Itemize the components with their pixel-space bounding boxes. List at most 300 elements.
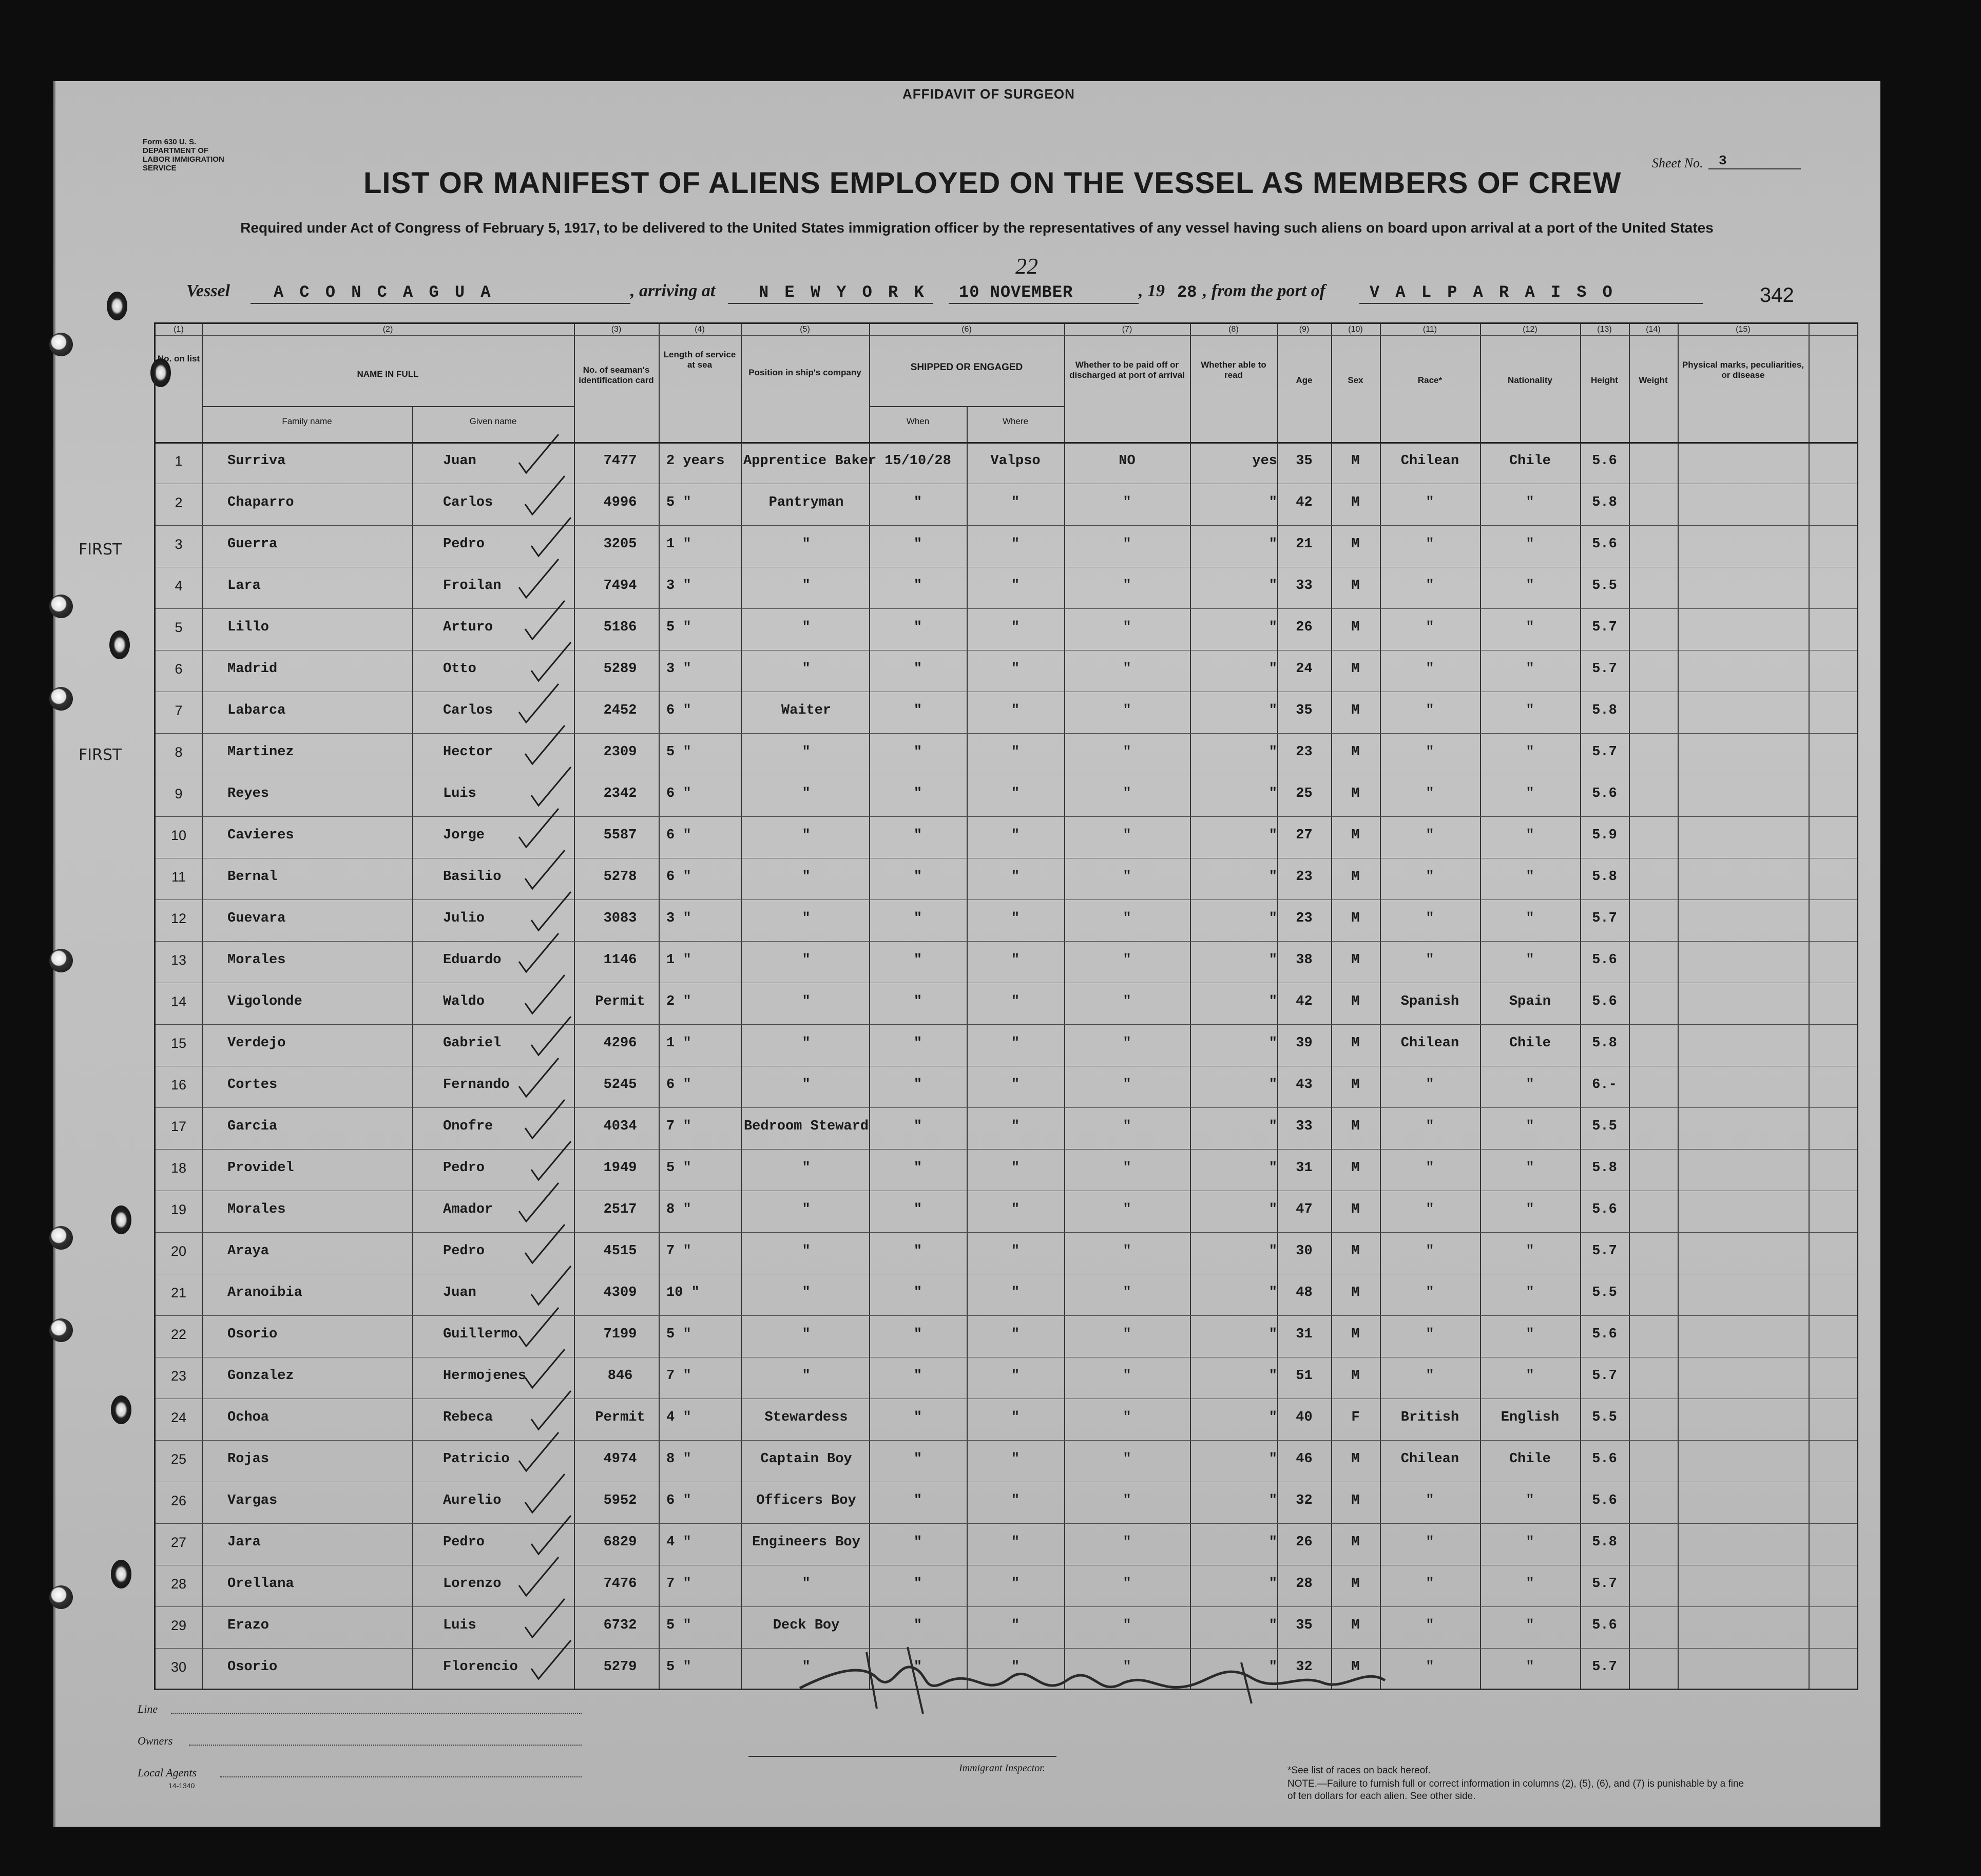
- cell-sex: M: [1351, 1493, 1360, 1508]
- cell-no: 1: [175, 453, 183, 469]
- cell-race: Spanish: [1400, 994, 1459, 1009]
- punch-hole: [109, 630, 130, 659]
- cell-no: 12: [170, 911, 187, 926]
- cell-service: 3 ": [666, 661, 691, 677]
- cell-paid: ": [1123, 1036, 1131, 1051]
- cell-read: ": [1268, 1368, 1277, 1384]
- cell-height: 5.5: [1592, 1119, 1617, 1134]
- cell-given: Froilan: [443, 578, 502, 594]
- cell-height: 5.8: [1592, 495, 1617, 510]
- cell-read: ": [1268, 1160, 1277, 1176]
- cell-read: ": [1268, 578, 1277, 594]
- cell-given: Florencio: [443, 1659, 518, 1675]
- cell-where: ": [1011, 537, 1020, 552]
- row-divider: [156, 1440, 1857, 1441]
- cell-race: ": [1426, 537, 1434, 552]
- footer-owners-rule: [189, 1745, 582, 1746]
- cell-given: Amador: [443, 1202, 493, 1217]
- header-weight: Weight: [1639, 375, 1668, 385]
- vessel-name: A C O N C A G U A: [274, 283, 494, 302]
- cell-read: ": [1268, 869, 1277, 885]
- cell-sex: M: [1351, 578, 1360, 594]
- cell-paid: ": [1123, 1243, 1131, 1259]
- cell-family: Rojas: [227, 1451, 270, 1467]
- cell-service: 6 ": [666, 1493, 691, 1508]
- cell-read: ": [1268, 1618, 1277, 1633]
- header-height: Height: [1591, 375, 1618, 385]
- cell-id: 4515: [603, 1243, 637, 1259]
- cell-given: Pedro: [443, 1535, 485, 1550]
- cell-position: ": [802, 1285, 811, 1300]
- cell-read: ": [1268, 911, 1277, 926]
- cell-height: 5.7: [1592, 1576, 1617, 1592]
- departure-port: V A L P A R A I S O: [1370, 283, 1615, 302]
- cell-no: 5: [175, 620, 183, 635]
- cell-given: Carlos: [443, 703, 493, 718]
- cell-no: 25: [170, 1451, 187, 1467]
- cell-no: 3: [175, 537, 183, 552]
- cell-paid: ": [1123, 1327, 1131, 1342]
- col-num: (9): [1299, 325, 1310, 334]
- cell-no: 14: [170, 994, 187, 1009]
- header-name-in-full: NAME IN FULL: [357, 369, 419, 379]
- cell-read: yes: [1252, 453, 1277, 469]
- header-family-name: Family name: [282, 416, 332, 426]
- cell-service: 5 ": [666, 620, 691, 635]
- punch-hole: [49, 1318, 73, 1342]
- cell-age: 23: [1296, 869, 1313, 885]
- cell-sex: M: [1351, 1618, 1360, 1633]
- cell-given: Otto: [443, 661, 476, 677]
- cell-race: ": [1426, 495, 1434, 510]
- cell-id: Permit: [595, 994, 645, 1009]
- cell-read: ": [1268, 1451, 1277, 1467]
- check-mark: [527, 1638, 573, 1684]
- cell-family: Vargas: [227, 1493, 278, 1508]
- cell-given: Luis: [443, 786, 476, 801]
- cell-when: ": [913, 994, 922, 1009]
- col-num: (8): [1228, 325, 1239, 334]
- sheet-no-label: Sheet No.: [1652, 156, 1703, 170]
- cell-position: ": [802, 1327, 811, 1342]
- cell-age: 31: [1296, 1327, 1313, 1342]
- cell-height: 5.7: [1592, 744, 1617, 760]
- header-nationality: Nationality: [1508, 375, 1552, 385]
- cell-sex: M: [1351, 620, 1360, 635]
- cell-when: ": [913, 828, 922, 843]
- check-mark: [515, 931, 561, 977]
- cell-paid: ": [1123, 1368, 1131, 1384]
- cell-read: ": [1268, 1202, 1277, 1217]
- cell-age: 35: [1296, 703, 1313, 718]
- cell-nationality: Chile: [1509, 453, 1551, 469]
- cell-family: Guerra: [227, 537, 278, 552]
- cell-paid: ": [1123, 703, 1131, 718]
- cell-position: ": [802, 952, 811, 968]
- cell-nationality: ": [1526, 495, 1534, 510]
- cell-where: ": [1011, 1160, 1020, 1176]
- cell-service: 5 ": [666, 1327, 691, 1342]
- cell-when: ": [913, 1451, 922, 1467]
- cell-service: 3 ": [666, 578, 691, 594]
- punch-hole: [111, 1560, 131, 1588]
- header-when: When: [906, 416, 930, 426]
- cell-race: ": [1426, 1285, 1434, 1300]
- cell-position: Engineers Boy: [752, 1535, 860, 1550]
- footer-note: NOTE.—Failure to furnish full or correct information in columns (2), (5), (6), and (7) is punishable by a fine of ten dollars for each alien. See other side.: [1287, 1778, 1744, 1802]
- cell-service: 5 ": [666, 744, 691, 760]
- cell-height: 5.8: [1592, 1160, 1617, 1176]
- cell-age: 47: [1296, 1202, 1313, 1217]
- punch-hole: [49, 1226, 73, 1250]
- cell-id: 6829: [603, 1535, 637, 1550]
- header-position: Position in ship's company: [748, 368, 861, 377]
- cell-id: 2517: [603, 1202, 637, 1217]
- cell-sex: M: [1351, 1243, 1360, 1259]
- cell-paid: ": [1123, 994, 1131, 1009]
- cell-where: ": [1011, 786, 1020, 801]
- cell-where: ": [1011, 1451, 1020, 1467]
- row-divider: [156, 608, 1857, 609]
- cell-no: 2: [175, 495, 183, 510]
- header-sex: Sex: [1348, 375, 1363, 385]
- cell-family: Araya: [227, 1243, 270, 1259]
- cell-sex: M: [1351, 1036, 1360, 1051]
- cell-id: 4996: [603, 495, 637, 510]
- cell-paid: ": [1123, 578, 1131, 594]
- row-divider: [156, 1606, 1857, 1607]
- col-divider: [202, 324, 203, 1689]
- cell-id: 1949: [603, 1160, 637, 1176]
- check-mark: [521, 1097, 567, 1143]
- cell-sex: M: [1351, 1451, 1360, 1467]
- cell-read: ": [1268, 1576, 1277, 1592]
- cell-position: Stewardess: [764, 1410, 848, 1425]
- cell-service: 6 ": [666, 828, 691, 843]
- cell-paid: ": [1123, 1493, 1131, 1508]
- cell-paid: ": [1123, 1160, 1131, 1176]
- cell-given: Pedro: [443, 1160, 485, 1176]
- cell-id: 5587: [603, 828, 637, 843]
- col-num: (12): [1523, 325, 1537, 334]
- date-rule: [949, 303, 1139, 304]
- cell-id: 4309: [603, 1285, 637, 1300]
- cell-family: Vigolonde: [227, 994, 302, 1009]
- cell-given: Basilio: [443, 869, 502, 885]
- cell-family: Martinez: [227, 744, 294, 760]
- cell-given: Waldo: [443, 994, 485, 1009]
- check-mark: [515, 1305, 561, 1351]
- cell-where: ": [1011, 952, 1020, 968]
- cell-race: ": [1426, 828, 1434, 843]
- cell-race: ": [1426, 1202, 1434, 1217]
- cell-read: ": [1268, 786, 1277, 801]
- cell-when: ": [913, 1202, 922, 1217]
- cell-race: ": [1426, 578, 1434, 594]
- header-rule: [156, 335, 1857, 336]
- footer-line-label: Line: [138, 1702, 158, 1715]
- cell-race: ": [1426, 1327, 1434, 1342]
- col-num: (13): [1597, 325, 1612, 334]
- arrival-port: N E W Y O R K: [759, 283, 927, 302]
- cell-paid: ": [1123, 911, 1131, 926]
- cell-age: 32: [1296, 1659, 1313, 1675]
- cell-given: Arturo: [443, 620, 493, 635]
- cell-no: 16: [170, 1077, 187, 1093]
- header-shipped: SHIPPED OR ENGAGED: [910, 362, 1023, 373]
- cell-nationality: ": [1526, 1493, 1534, 1508]
- cell-given: Julio: [443, 911, 485, 926]
- cell-when: ": [913, 1285, 922, 1300]
- cell-height: 5.8: [1592, 1036, 1617, 1051]
- punch-hole: [49, 687, 73, 711]
- cell-id: 1146: [603, 952, 637, 968]
- cell-paid: ": [1123, 1451, 1131, 1467]
- cell-age: 21: [1296, 537, 1313, 552]
- header-able-read: Whether able to read: [1201, 360, 1266, 380]
- cell-read: ": [1268, 661, 1277, 677]
- cell-where: ": [1011, 1036, 1020, 1051]
- cell-where: ": [1011, 1535, 1020, 1550]
- cell-race: ": [1426, 1493, 1434, 1508]
- col-num: (15): [1736, 325, 1751, 334]
- cell-age: 28: [1296, 1576, 1313, 1592]
- cell-sex: M: [1351, 1327, 1360, 1342]
- cell-position: ": [802, 994, 811, 1009]
- cell-no: 10: [170, 828, 187, 843]
- footer-agents-code: 14-1340: [168, 1782, 195, 1790]
- cell-id: Permit: [595, 1410, 645, 1425]
- cell-service: 5 ": [666, 1160, 691, 1176]
- cell-nationality: ": [1526, 1368, 1534, 1384]
- cell-height: 5.6: [1592, 1202, 1617, 1217]
- check-mark: [515, 1056, 561, 1102]
- cell-family: Osorio: [227, 1327, 278, 1342]
- header-age: Age: [1296, 375, 1313, 385]
- cell-service: 8 ": [666, 1202, 691, 1217]
- cell-race: ": [1426, 1368, 1434, 1384]
- check-mark: [521, 1471, 567, 1518]
- cell-height: 5.5: [1592, 1410, 1617, 1425]
- check-mark: [527, 1388, 573, 1434]
- cell-nationality: ": [1526, 1535, 1534, 1550]
- cell-paid: ": [1123, 661, 1131, 677]
- cell-service: 6 ": [666, 703, 691, 718]
- cell-height: 5.6: [1592, 786, 1617, 801]
- row-divider: [156, 1232, 1857, 1233]
- cell-position: ": [802, 1160, 811, 1176]
- cell-service: 7 ": [666, 1119, 691, 1134]
- cell-given: Hector: [443, 744, 493, 760]
- cell-age: 35: [1296, 453, 1313, 469]
- cell-sex: M: [1351, 1285, 1360, 1300]
- cell-where: Valpso: [990, 453, 1041, 469]
- cell-family: Lillo: [227, 620, 270, 635]
- cell-position: ": [802, 744, 811, 760]
- shipped-subheader-rule: [869, 406, 1064, 407]
- cell-race: ": [1426, 1160, 1434, 1176]
- cell-sex: M: [1351, 703, 1360, 718]
- cell-position: ": [802, 911, 811, 926]
- cell-service: 5 ": [666, 1618, 691, 1633]
- cell-read: ": [1268, 1659, 1277, 1675]
- cell-read: ": [1268, 1119, 1277, 1134]
- cell-where: ": [1011, 1576, 1020, 1592]
- col-num: (2): [382, 325, 393, 334]
- cell-nationality: ": [1526, 1243, 1534, 1259]
- cell-when: ": [913, 620, 922, 635]
- cell-race: ": [1426, 1659, 1434, 1675]
- check-mark: [515, 681, 561, 728]
- inspector-rule: [748, 1756, 1056, 1757]
- cell-sex: M: [1351, 911, 1360, 926]
- cell-race: ": [1426, 1618, 1434, 1633]
- footer-line-rule: [171, 1713, 582, 1714]
- cell-read: ": [1268, 952, 1277, 968]
- cell-read: ": [1268, 1410, 1277, 1425]
- cell-no: 20: [170, 1243, 187, 1259]
- cell-age: 38: [1296, 952, 1313, 968]
- cell-family: Jara: [227, 1535, 261, 1550]
- punch-hole: [49, 595, 73, 618]
- cell-given: Guillermo: [443, 1327, 518, 1342]
- check-mark: [515, 806, 561, 852]
- cell-age: 26: [1296, 620, 1313, 635]
- row-divider: [156, 899, 1857, 900]
- cell-paid: ": [1123, 1659, 1131, 1675]
- row-divider: [156, 1149, 1857, 1150]
- cell-race: ": [1426, 1077, 1434, 1093]
- cell-paid: ": [1123, 1077, 1131, 1093]
- cell-where: ": [1011, 661, 1020, 677]
- cell-when: ": [913, 1493, 922, 1508]
- cell-id: 7494: [603, 578, 637, 594]
- cell-race: Chilean: [1400, 1036, 1459, 1051]
- cell-when: ": [913, 578, 922, 594]
- cell-paid: ": [1123, 744, 1131, 760]
- check-mark: [527, 1139, 573, 1185]
- cell-race: ": [1426, 1576, 1434, 1592]
- col-num: (3): [611, 325, 622, 334]
- cell-where: ": [1011, 1327, 1020, 1342]
- year-label: , 19: [1139, 281, 1165, 300]
- cell-read: ": [1268, 1036, 1277, 1051]
- cell-when: ": [913, 786, 922, 801]
- cell-family: Orellana: [227, 1576, 294, 1592]
- cell-when: ": [913, 1535, 922, 1550]
- check-mark: [527, 1513, 573, 1559]
- cell-where: ": [1011, 1368, 1020, 1384]
- cell-position: Deck Boy: [773, 1618, 840, 1633]
- cell-read: ": [1268, 1535, 1277, 1550]
- cell-id: 2309: [603, 744, 637, 760]
- cell-age: 43: [1296, 1077, 1313, 1093]
- handwritten-date: 22: [1015, 254, 1038, 279]
- cell-id: 4974: [603, 1451, 637, 1467]
- cell-given: Carlos: [443, 495, 493, 510]
- cell-when: ": [913, 1119, 922, 1134]
- cell-nationality: ": [1526, 1119, 1534, 1134]
- cell-paid: ": [1123, 1285, 1131, 1300]
- page-title: LIST OR MANIFEST OF ALIENS EMPLOYED ON THE VESSEL AS MEMBERS OF CREW: [363, 166, 1622, 200]
- cell-sex: M: [1351, 1576, 1360, 1592]
- cell-height: 5.7: [1592, 911, 1617, 926]
- from-port-rule: [1359, 303, 1703, 304]
- cell-when: ": [913, 911, 922, 926]
- cell-age: 40: [1296, 1410, 1313, 1425]
- row-divider: [156, 1523, 1857, 1524]
- cell-read: ": [1268, 994, 1277, 1009]
- cell-race: ": [1426, 869, 1434, 885]
- cell-sex: F: [1351, 1410, 1360, 1425]
- cell-nationality: ": [1526, 744, 1534, 760]
- cell-given: Fernando: [443, 1077, 510, 1093]
- arriving-label: , arriving at: [630, 281, 716, 300]
- cell-id: 5245: [603, 1077, 637, 1093]
- punch-hole: [111, 1395, 131, 1424]
- cell-sex: M: [1351, 453, 1360, 469]
- sheet-no-value: 3: [1719, 153, 1727, 168]
- col-num: (1): [174, 325, 184, 334]
- cell-age: 33: [1296, 578, 1313, 594]
- cell-nationality: ": [1526, 1576, 1534, 1592]
- affidavit-heading: AFFIDAVIT OF SURGEON: [902, 86, 1075, 102]
- cell-given: Pedro: [443, 537, 485, 552]
- header-length-service: Length of service at sea: [663, 350, 736, 370]
- cell-where: ": [1011, 1243, 1020, 1259]
- cell-nationality: ": [1526, 1077, 1534, 1093]
- cell-no: 24: [170, 1410, 187, 1425]
- cell-where: ": [1011, 495, 1020, 510]
- check-mark: [521, 598, 567, 644]
- cell-no: 17: [170, 1119, 187, 1134]
- cell-when: ": [913, 1243, 922, 1259]
- cell-when: ": [913, 1618, 922, 1633]
- cell-service: 4 ": [666, 1410, 691, 1425]
- cell-family: Erazo: [227, 1618, 270, 1633]
- cell-nationality: ": [1526, 1285, 1534, 1300]
- cell-service: 7 ": [666, 1243, 691, 1259]
- cell-height: 5.8: [1592, 703, 1617, 718]
- cell-paid: ": [1123, 1410, 1131, 1425]
- cell-paid: ": [1123, 1535, 1131, 1550]
- cell-service: 1 ": [666, 952, 691, 968]
- cell-family: Bernal: [227, 869, 278, 885]
- check-mark: [515, 432, 561, 478]
- col-num: (6): [961, 325, 972, 334]
- cell-read: ": [1268, 703, 1277, 718]
- cell-position: Captain Boy: [760, 1451, 852, 1467]
- cell-age: 26: [1296, 1535, 1313, 1550]
- col-num: (7): [1122, 325, 1132, 334]
- cell-when: ": [913, 1036, 922, 1051]
- cell-when: ": [913, 1160, 922, 1176]
- cell-sex: M: [1351, 1659, 1360, 1675]
- cell-no: 29: [170, 1618, 187, 1633]
- col-num: (11): [1422, 325, 1437, 334]
- row-divider: [156, 525, 1857, 526]
- cell-race: ": [1426, 952, 1434, 968]
- cell-when: ": [913, 952, 922, 968]
- row-divider: [156, 733, 1857, 734]
- cell-id: 7476: [603, 1576, 637, 1592]
- cell-age: 25: [1296, 786, 1313, 801]
- cell-nationality: ": [1526, 786, 1534, 801]
- cell-family: Osorio: [227, 1659, 278, 1675]
- cell-position: ": [802, 1659, 811, 1675]
- cell-read: ": [1268, 620, 1277, 635]
- cell-id: 2452: [603, 703, 637, 718]
